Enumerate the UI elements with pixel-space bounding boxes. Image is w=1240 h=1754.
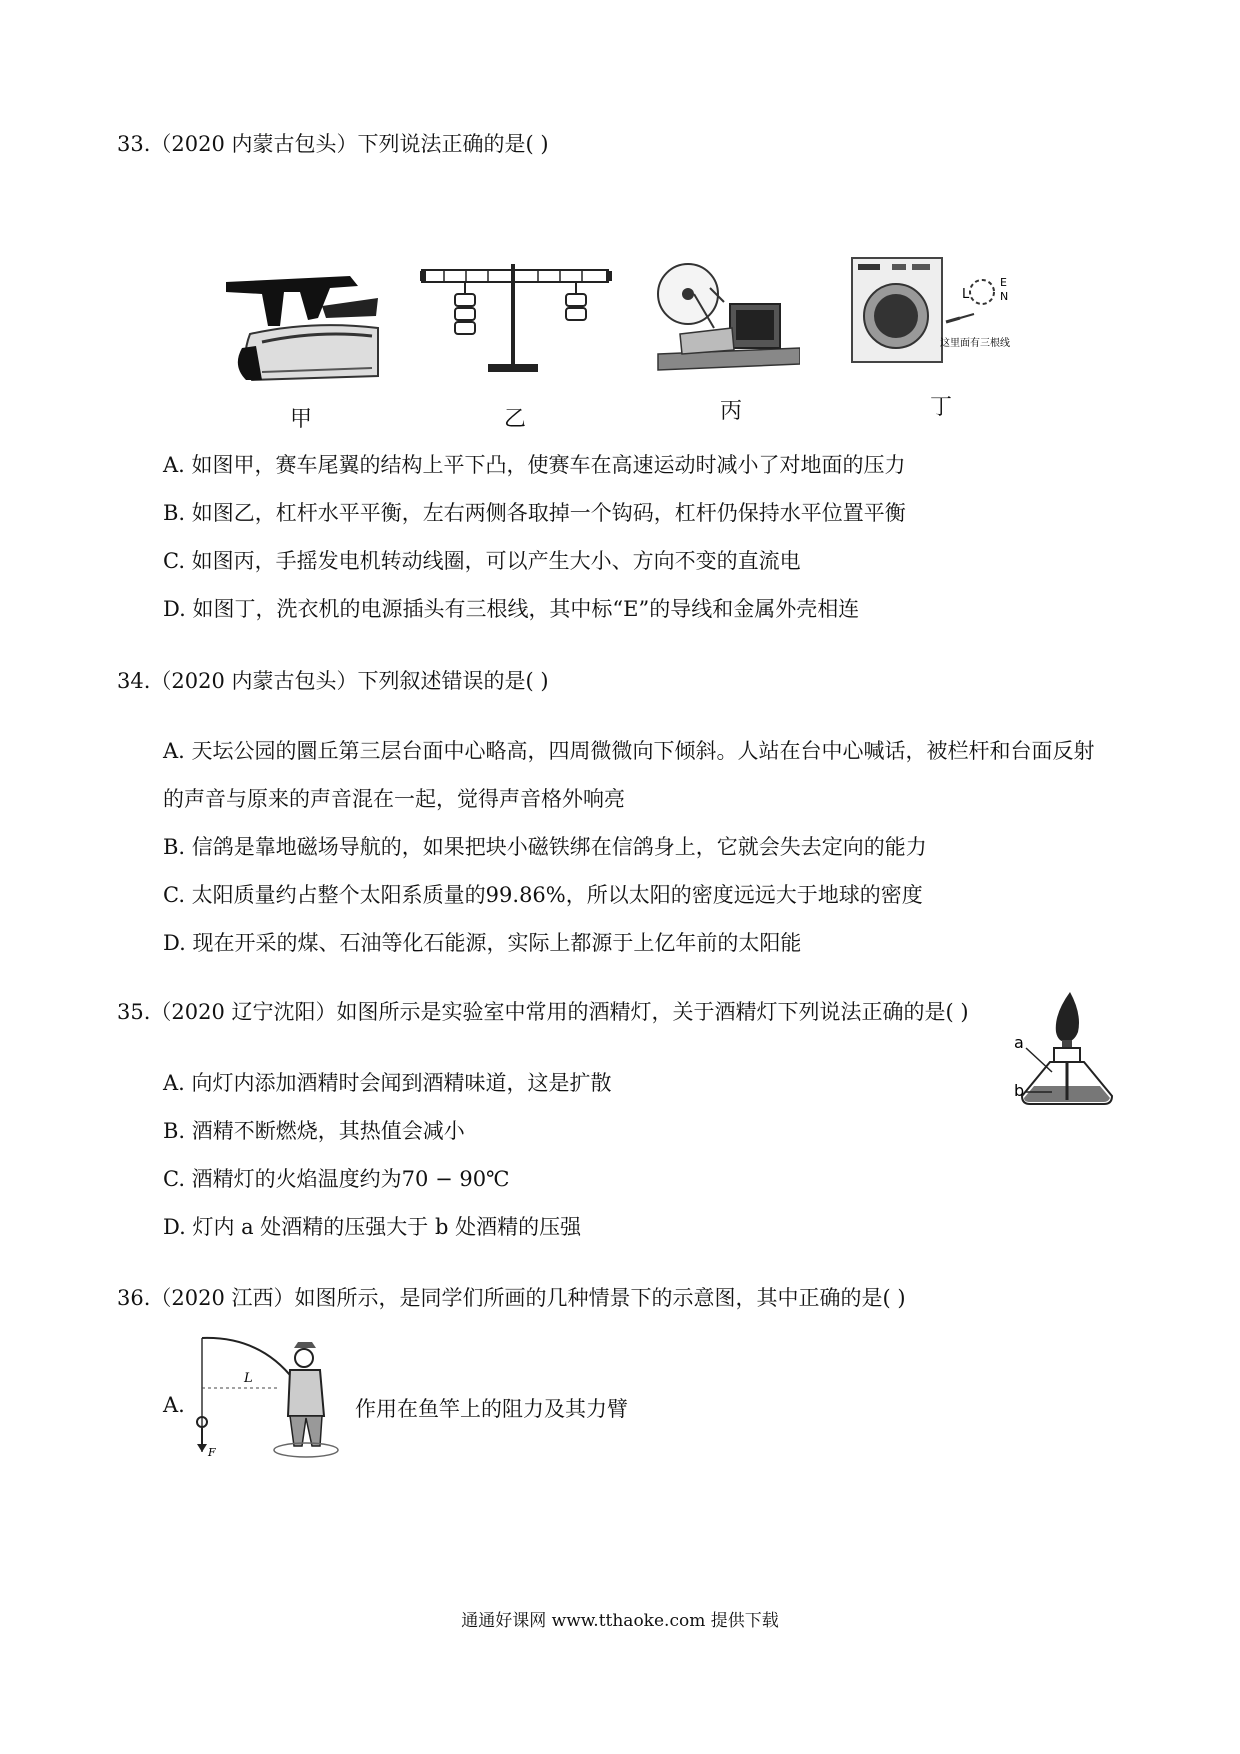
question-34-stem xyxy=(117,665,549,695)
caption-bing: 丙 xyxy=(720,399,743,424)
question-source: （2020 内蒙古包头） xyxy=(150,132,358,156)
q35-option-b: B. 酒精不断燃烧，其热值会减小 xyxy=(163,1119,465,1143)
q34-option-a-continued: 的声音与原来的声音混在一起，觉得声音格外响亮 xyxy=(163,787,625,811)
q33-option-c: C. 如图丙，手摇发电机转动线圈，可以产生大小、方向不变的直流电 xyxy=(163,549,801,573)
q35-option-c: C. 酒精灯的火焰温度约为70 − 90℃ xyxy=(163,1167,510,1191)
figure-fishing-rod xyxy=(190,1334,350,1460)
label-a: a xyxy=(1014,1033,1024,1052)
question-36-stem xyxy=(117,1282,906,1312)
question-number: 36. xyxy=(117,1286,151,1310)
q34-option-a: A. 天坛公园的圜丘第三层台面中心略高，四周微微向下倾斜。人站在台中心喊话，被栏杆和台面反射 xyxy=(163,739,1095,763)
q36-option-a-letter: A. xyxy=(163,1393,185,1417)
q36-option-a-text: 作用在鱼竿上的阻力及其力臂 xyxy=(355,1397,628,1421)
question-33-stem xyxy=(117,128,549,158)
label-three-wires: 这里面有三根线 xyxy=(940,338,1010,349)
caption-yi: 乙 xyxy=(504,407,527,432)
q34-option-d: D. 现在开采的煤、石油等化石能源，实际上都源于上亿年前的太阳能 xyxy=(163,931,802,955)
label-b: b xyxy=(1014,1081,1025,1100)
question-text: 如图所示，是同学们所画的几种情景下的示意图，其中正确的是( ) xyxy=(294,1286,906,1310)
label-F: F xyxy=(208,1446,216,1459)
label-L: L xyxy=(244,1371,253,1386)
page-footer: 通通好课网 www.tthaoke.com 提供下载 xyxy=(461,1611,779,1631)
question-source: （2020 内蒙古包头） xyxy=(150,669,358,693)
q35-option-d: D. 灯内 a 处酒精的压强大于 b 处酒精的压强 xyxy=(163,1215,582,1239)
q33-option-b: B. 如图乙，杠杆水平平衡，左右两侧各取掉一个钩码，杠杆仍保持水平位置平衡 xyxy=(163,501,906,525)
caption-jia: 甲 xyxy=(290,407,313,432)
label-N: N xyxy=(1000,290,1009,303)
question-number: 33. xyxy=(117,132,151,156)
figure-ding-washing-machine xyxy=(850,254,1030,366)
question-number: 34. xyxy=(117,669,151,693)
q33-option-d: D. 如图丁，洗衣机的电源插头有三根线，其中标“E”的导线和金属外壳相连 xyxy=(163,597,860,621)
question-35-stem xyxy=(117,996,969,1026)
question-text: 如图所示是实验室中常用的酒精灯，关于酒精灯下列说法正确的是( ) xyxy=(336,1000,969,1024)
question-source: （2020 辽宁沈阳） xyxy=(150,1000,337,1024)
question-number: 35. xyxy=(117,1000,151,1024)
label-L: L xyxy=(962,287,970,302)
figure-alcohol-lamp xyxy=(1012,988,1122,1110)
caption-ding: 丁 xyxy=(930,395,953,420)
question-source: （2020 江西） xyxy=(150,1286,295,1310)
question-text: 下列说法正确的是( ) xyxy=(357,132,549,156)
question-text: 下列叙述错误的是( ) xyxy=(357,669,549,693)
figure-bing-hand-generator xyxy=(650,258,800,374)
q33-option-a: A. 如图甲，赛车尾翼的结构上平下凸，使赛车在高速运动时减小了对地面的压力 xyxy=(163,453,906,477)
figure-jia-race-car xyxy=(222,276,380,386)
q35-option-a: A. 向灯内添加酒精时会闻到酒精味道，这是扩散 xyxy=(163,1071,612,1095)
figure-yi-lever xyxy=(418,262,614,382)
q34-option-b: B. 信鸽是靠地磁场导航的，如果把块小磁铁绑在信鸽身上，它就会失去定向的能力 xyxy=(163,835,927,859)
q34-option-c: C. 太阳质量约占整个太阳系质量的99.86%，所以太阳的密度远远大于地球的密度 xyxy=(163,883,923,907)
label-E: E xyxy=(1000,276,1007,289)
